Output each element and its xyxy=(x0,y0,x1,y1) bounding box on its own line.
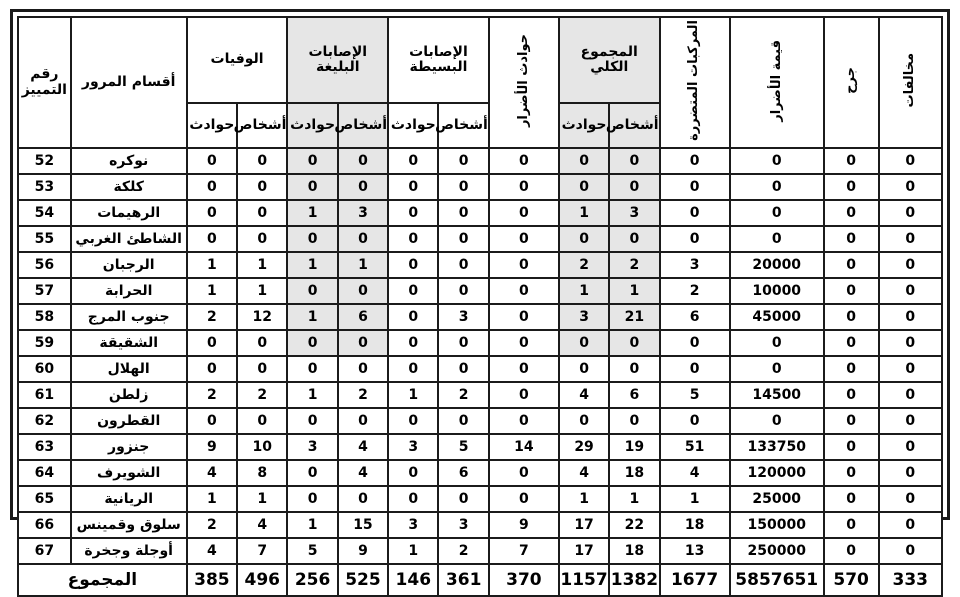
cell-minor-accidents: 1 xyxy=(388,382,438,408)
table-row xyxy=(18,330,942,356)
cell-deaths-persons: 0 xyxy=(237,200,287,226)
cell-region: كلكة xyxy=(71,174,187,200)
cell-minor-accidents: 1 xyxy=(388,538,438,564)
cell-deaths-accidents: 0 xyxy=(187,330,237,356)
cell-damage-value: 0 xyxy=(730,148,824,174)
cell-violations: 0 xyxy=(879,356,942,382)
cell-total-persons: 0 xyxy=(609,330,659,356)
total-label: المجموع xyxy=(18,564,187,596)
cell-violations: 0 xyxy=(879,382,942,408)
cell-minor-persons: 0 xyxy=(438,174,488,200)
cell-id: 59 xyxy=(18,330,71,356)
cell-damage-accidents: 0 xyxy=(489,174,559,200)
cell-id: 55 xyxy=(18,226,71,252)
cell-id: 61 xyxy=(18,382,71,408)
cell-vehicles: 0 xyxy=(660,226,730,252)
cell-damage-accidents: 0 xyxy=(489,356,559,382)
cell-damage-value: 120000 xyxy=(730,460,824,486)
cell-damage-accidents: 0 xyxy=(489,148,559,174)
cell-violations: 0 xyxy=(879,148,942,174)
cell-minor-accidents: 0 xyxy=(388,174,438,200)
cell-deaths-accidents: 9 xyxy=(187,434,237,460)
cell-total-accidents: 0 xyxy=(559,356,609,382)
cell-jarh: 0 xyxy=(824,278,879,304)
cell-minor-accidents: 0 xyxy=(388,356,438,382)
cell-damage-accidents: 0 xyxy=(489,486,559,512)
cell-total-accidents: 0 xyxy=(559,226,609,252)
cell-minor-accidents: 0 xyxy=(388,148,438,174)
cell-jarh: 0 xyxy=(824,304,879,330)
cell-total-accidents: 0 xyxy=(559,408,609,434)
cell-damage-accidents: 0 xyxy=(489,408,559,434)
cell-total-persons: 1 xyxy=(609,278,659,304)
table-row xyxy=(18,252,942,278)
cell-vehicles: 2 xyxy=(660,278,730,304)
cell-jarh: 0 xyxy=(824,460,879,486)
cell-deaths-accidents: 4 xyxy=(187,460,237,486)
table-row xyxy=(18,512,942,538)
traffic-accidents-table xyxy=(17,16,943,597)
cell-id: 52 xyxy=(18,148,71,174)
cell-minor-persons: 0 xyxy=(438,226,488,252)
cell-severe-accidents: 0 xyxy=(287,148,337,174)
cell-vehicles: 51 xyxy=(660,434,730,460)
cell-deaths-persons-total: 496 xyxy=(237,564,287,596)
cell-id: 53 xyxy=(18,174,71,200)
header-deaths-group: الوفيات xyxy=(187,17,288,103)
cell-total-accidents: 1 xyxy=(559,200,609,226)
cell-damage-accidents: 0 xyxy=(489,382,559,408)
cell-id: 58 xyxy=(18,304,71,330)
cell-jarh: 0 xyxy=(824,200,879,226)
table-row xyxy=(18,538,942,564)
cell-minor-persons: 0 xyxy=(438,200,488,226)
cell-deaths-accidents: 2 xyxy=(187,512,237,538)
cell-violations: 0 xyxy=(879,226,942,252)
cell-severe-accidents-total: 256 xyxy=(287,564,337,596)
table-row xyxy=(18,382,942,408)
subheader-minor-persons: أشخاص xyxy=(438,103,488,149)
cell-total-persons: 0 xyxy=(609,356,659,382)
cell-id: 64 xyxy=(18,460,71,486)
cell-minor-accidents: 3 xyxy=(388,434,438,460)
cell-total-accidents: 0 xyxy=(559,330,609,356)
cell-violations-total: 333 xyxy=(879,564,942,596)
table-row xyxy=(18,304,942,330)
cell-severe-persons: 0 xyxy=(338,356,388,382)
table-row xyxy=(18,226,942,252)
cell-vehicles: 18 xyxy=(660,512,730,538)
table-header xyxy=(18,17,942,148)
cell-violations: 0 xyxy=(879,538,942,564)
cell-jarh: 0 xyxy=(824,252,879,278)
cell-total-accidents: 2 xyxy=(559,252,609,278)
cell-severe-accidents: 0 xyxy=(287,226,337,252)
cell-total-persons: 21 xyxy=(609,304,659,330)
cell-deaths-accidents: 2 xyxy=(187,304,237,330)
subheader-minor-accidents: حوادث xyxy=(388,103,438,149)
subheader-deaths-persons: أشخاص xyxy=(237,103,287,149)
cell-total-persons: 19 xyxy=(609,434,659,460)
cell-minor-persons: 3 xyxy=(438,512,488,538)
cell-total-accidents: 1 xyxy=(559,486,609,512)
cell-id: 54 xyxy=(18,200,71,226)
cell-region: سلوق وقمينس xyxy=(71,512,187,538)
cell-deaths-accidents: 2 xyxy=(187,382,237,408)
cell-damage-accidents: 0 xyxy=(489,330,559,356)
cell-deaths-persons: 7 xyxy=(237,538,287,564)
cell-damage-value-total: 5857651 xyxy=(730,564,824,596)
cell-region: نوكره xyxy=(71,148,187,174)
cell-damage-value: 14500 xyxy=(730,382,824,408)
subheader-total-accidents: حوادث xyxy=(559,103,609,149)
cell-jarh: 0 xyxy=(824,148,879,174)
header-damage-accidents: حوادث الأضرار xyxy=(489,17,559,148)
cell-jarh: 0 xyxy=(824,356,879,382)
cell-violations: 0 xyxy=(879,460,942,486)
cell-region: أوجلة وجخرة xyxy=(71,538,187,564)
cell-vehicles: 0 xyxy=(660,356,730,382)
cell-jarh: 0 xyxy=(824,434,879,460)
cell-minor-accidents: 0 xyxy=(388,486,438,512)
header-damage-value: قيمة الأضرار xyxy=(730,17,824,148)
header-violations: مخالفات xyxy=(879,17,942,148)
table-row xyxy=(18,278,942,304)
cell-deaths-accidents: 0 xyxy=(187,174,237,200)
cell-deaths-persons: 0 xyxy=(237,356,287,382)
cell-deaths-persons: 1 xyxy=(237,252,287,278)
cell-vehicles: 1 xyxy=(660,486,730,512)
cell-deaths-accidents: 0 xyxy=(187,356,237,382)
cell-jarh: 0 xyxy=(824,330,879,356)
cell-vehicles: 6 xyxy=(660,304,730,330)
cell-vehicles: 3 xyxy=(660,252,730,278)
cell-minor-accidents: 0 xyxy=(388,226,438,252)
header-row-groups xyxy=(18,17,942,103)
cell-minor-persons: 2 xyxy=(438,382,488,408)
cell-total-accidents: 17 xyxy=(559,538,609,564)
cell-total-persons: 22 xyxy=(609,512,659,538)
cell-id: 66 xyxy=(18,512,71,538)
subheader-total-persons: أشخاص xyxy=(609,103,659,149)
cell-severe-persons: 0 xyxy=(338,408,388,434)
cell-region: الشقيقة xyxy=(71,330,187,356)
cell-deaths-persons: 0 xyxy=(237,226,287,252)
cell-total-persons: 0 xyxy=(609,174,659,200)
table-frame xyxy=(10,9,950,591)
cell-total-accidents: 0 xyxy=(559,148,609,174)
cell-deaths-accidents: 1 xyxy=(187,486,237,512)
cell-total-persons: 2 xyxy=(609,252,659,278)
cell-deaths-accidents: 0 xyxy=(187,200,237,226)
cell-total-accidents: 29 xyxy=(559,434,609,460)
cell-jarh: 0 xyxy=(824,174,879,200)
cell-total-accidents: 17 xyxy=(559,512,609,538)
cell-severe-accidents: 1 xyxy=(287,382,337,408)
header-region: أقسام المرور xyxy=(71,17,187,148)
cell-severe-persons: 1 xyxy=(338,252,388,278)
cell-damage-accidents: 0 xyxy=(489,460,559,486)
cell-severe-persons-total: 525 xyxy=(338,564,388,596)
table-row xyxy=(18,200,942,226)
cell-id: 56 xyxy=(18,252,71,278)
cell-minor-persons: 0 xyxy=(438,408,488,434)
cell-region: الرهيمات xyxy=(71,200,187,226)
cell-damage-accidents: 0 xyxy=(489,278,559,304)
cell-minor-persons: 6 xyxy=(438,460,488,486)
cell-damage-accidents: 14 xyxy=(489,434,559,460)
cell-region: الريانية xyxy=(71,486,187,512)
cell-deaths-accidents: 1 xyxy=(187,278,237,304)
cell-minor-persons: 0 xyxy=(438,252,488,278)
table-row xyxy=(18,174,942,200)
cell-deaths-persons: 0 xyxy=(237,408,287,434)
cell-severe-persons: 0 xyxy=(338,148,388,174)
cell-total-persons: 18 xyxy=(609,460,659,486)
cell-id: 63 xyxy=(18,434,71,460)
cell-violations: 0 xyxy=(879,174,942,200)
cell-id: 67 xyxy=(18,538,71,564)
cell-violations: 0 xyxy=(879,200,942,226)
cell-region: القطرون xyxy=(71,408,187,434)
cell-jarh: 0 xyxy=(824,226,879,252)
cell-deaths-persons: 10 xyxy=(237,434,287,460)
cell-region: الشويرف xyxy=(71,460,187,486)
cell-total-accidents-total: 1157 xyxy=(559,564,609,596)
cell-minor-accidents: 0 xyxy=(388,278,438,304)
cell-damage-accidents: 0 xyxy=(489,252,559,278)
cell-damage-accidents: 7 xyxy=(489,538,559,564)
cell-damage-value: 250000 xyxy=(730,538,824,564)
cell-deaths-persons: 2 xyxy=(237,382,287,408)
cell-severe-persons: 9 xyxy=(338,538,388,564)
cell-deaths-persons: 4 xyxy=(237,512,287,538)
cell-damage-value: 133750 xyxy=(730,434,824,460)
subheader-severe-persons: أشخاص xyxy=(338,103,388,149)
cell-jarh: 0 xyxy=(824,538,879,564)
table-row xyxy=(18,434,942,460)
cell-severe-persons: 0 xyxy=(338,174,388,200)
cell-severe-persons: 0 xyxy=(338,278,388,304)
cell-id: 57 xyxy=(18,278,71,304)
cell-region: الهلال xyxy=(71,356,187,382)
cell-vehicles: 0 xyxy=(660,148,730,174)
cell-minor-accidents: 0 xyxy=(388,252,438,278)
cell-deaths-accidents: 0 xyxy=(187,408,237,434)
cell-region: زلطن xyxy=(71,382,187,408)
cell-severe-persons: 6 xyxy=(338,304,388,330)
cell-deaths-accidents: 1 xyxy=(187,252,237,278)
cell-minor-persons: 3 xyxy=(438,304,488,330)
cell-jarh: 0 xyxy=(824,512,879,538)
cell-severe-persons: 15 xyxy=(338,512,388,538)
cell-minor-persons-total: 361 xyxy=(438,564,488,596)
cell-severe-accidents: 0 xyxy=(287,174,337,200)
cell-region: الرجبان xyxy=(71,252,187,278)
cell-vehicles: 5 xyxy=(660,382,730,408)
cell-minor-accidents: 0 xyxy=(388,330,438,356)
cell-severe-persons: 4 xyxy=(338,434,388,460)
cell-vehicles: 4 xyxy=(660,460,730,486)
cell-deaths-persons: 0 xyxy=(237,148,287,174)
cell-total-persons: 0 xyxy=(609,148,659,174)
cell-severe-accidents: 0 xyxy=(287,330,337,356)
cell-damage-value: 0 xyxy=(730,408,824,434)
cell-damage-value: 10000 xyxy=(730,278,824,304)
cell-total-accidents: 3 xyxy=(559,304,609,330)
cell-damage-value: 25000 xyxy=(730,486,824,512)
cell-severe-accidents: 3 xyxy=(287,434,337,460)
header-minor-group: الإصابات البسيطة xyxy=(388,17,489,103)
cell-jarh: 0 xyxy=(824,486,879,512)
cell-severe-accidents: 0 xyxy=(287,278,337,304)
cell-minor-persons: 0 xyxy=(438,148,488,174)
cell-minor-accidents-total: 146 xyxy=(388,564,438,596)
cell-severe-accidents: 1 xyxy=(287,200,337,226)
cell-total-accidents: 0 xyxy=(559,174,609,200)
cell-region: جنوب المرج xyxy=(71,304,187,330)
header-id: رقم التمييز xyxy=(18,17,71,148)
cell-vehicles-total: 1677 xyxy=(660,564,730,596)
cell-total-persons: 3 xyxy=(609,200,659,226)
table-row xyxy=(18,356,942,382)
cell-id: 65 xyxy=(18,486,71,512)
cell-severe-persons: 4 xyxy=(338,460,388,486)
table-body xyxy=(18,148,942,596)
cell-violations: 0 xyxy=(879,330,942,356)
cell-minor-accidents: 0 xyxy=(388,460,438,486)
table-row xyxy=(18,460,942,486)
cell-violations: 0 xyxy=(879,486,942,512)
cell-severe-accidents: 0 xyxy=(287,460,337,486)
table-row xyxy=(18,486,942,512)
cell-violations: 0 xyxy=(879,278,942,304)
table-row xyxy=(18,408,942,434)
cell-damage-accidents: 9 xyxy=(489,512,559,538)
cell-deaths-accidents: 0 xyxy=(187,226,237,252)
cell-deaths-accidents-total: 385 xyxy=(187,564,237,596)
cell-total-persons: 6 xyxy=(609,382,659,408)
cell-severe-persons: 3 xyxy=(338,200,388,226)
cell-jarh: 0 xyxy=(824,382,879,408)
cell-damage-value: 150000 xyxy=(730,512,824,538)
cell-damage-value: 0 xyxy=(730,200,824,226)
cell-severe-accidents: 0 xyxy=(287,356,337,382)
subheader-severe-accidents: حوادث xyxy=(287,103,337,149)
cell-damage-accidents: 0 xyxy=(489,226,559,252)
cell-jarh: 0 xyxy=(824,408,879,434)
cell-total-accidents: 4 xyxy=(559,460,609,486)
cell-jarh-total: 570 xyxy=(824,564,879,596)
cell-minor-persons: 0 xyxy=(438,330,488,356)
table-total-row xyxy=(18,564,942,596)
cell-damage-accidents-total: 370 xyxy=(489,564,559,596)
cell-damage-accidents: 0 xyxy=(489,200,559,226)
cell-severe-accidents: 5 xyxy=(287,538,337,564)
cell-total-accidents: 1 xyxy=(559,278,609,304)
cell-minor-persons: 0 xyxy=(438,356,488,382)
cell-damage-value: 0 xyxy=(730,330,824,356)
cell-minor-accidents: 0 xyxy=(388,200,438,226)
cell-vehicles: 13 xyxy=(660,538,730,564)
cell-vehicles: 0 xyxy=(660,200,730,226)
cell-damage-value: 20000 xyxy=(730,252,824,278)
cell-deaths-accidents: 0 xyxy=(187,148,237,174)
cell-violations: 0 xyxy=(879,408,942,434)
cell-minor-persons: 0 xyxy=(438,278,488,304)
cell-vehicles: 0 xyxy=(660,408,730,434)
cell-deaths-accidents: 4 xyxy=(187,538,237,564)
cell-vehicles: 0 xyxy=(660,330,730,356)
cell-total-persons: 18 xyxy=(609,538,659,564)
cell-minor-persons: 0 xyxy=(438,486,488,512)
cell-deaths-persons: 0 xyxy=(237,330,287,356)
cell-region: جنزور xyxy=(71,434,187,460)
cell-region: الحرابة xyxy=(71,278,187,304)
cell-total-persons: 1 xyxy=(609,486,659,512)
cell-deaths-persons: 12 xyxy=(237,304,287,330)
cell-damage-accidents: 0 xyxy=(489,304,559,330)
table-row xyxy=(18,148,942,174)
cell-damage-value: 0 xyxy=(730,356,824,382)
cell-deaths-persons: 0 xyxy=(237,174,287,200)
cell-violations: 0 xyxy=(879,252,942,278)
cell-minor-persons: 2 xyxy=(438,538,488,564)
header-total-group: المجموع الكلي xyxy=(559,17,660,103)
header-jarh: جرح xyxy=(824,17,879,148)
cell-severe-accidents: 0 xyxy=(287,408,337,434)
cell-total-persons: 0 xyxy=(609,226,659,252)
cell-violations: 0 xyxy=(879,304,942,330)
cell-violations: 0 xyxy=(879,512,942,538)
cell-id: 60 xyxy=(18,356,71,382)
subheader-deaths-accidents: حوادث xyxy=(187,103,237,149)
cell-minor-accidents: 3 xyxy=(388,512,438,538)
header-vehicles: المركبات المتضررة xyxy=(660,17,730,148)
cell-minor-accidents: 0 xyxy=(388,408,438,434)
cell-damage-value: 0 xyxy=(730,226,824,252)
cell-damage-value: 0 xyxy=(730,174,824,200)
cell-severe-accidents: 1 xyxy=(287,304,337,330)
cell-minor-accidents: 0 xyxy=(388,304,438,330)
cell-id: 62 xyxy=(18,408,71,434)
cell-severe-accidents: 1 xyxy=(287,252,337,278)
cell-severe-persons: 0 xyxy=(338,226,388,252)
cell-total-accidents: 4 xyxy=(559,382,609,408)
cell-severe-persons: 2 xyxy=(338,382,388,408)
cell-vehicles: 0 xyxy=(660,174,730,200)
cell-total-persons-total: 1382 xyxy=(609,564,659,596)
cell-severe-accidents: 1 xyxy=(287,512,337,538)
cell-severe-accidents: 0 xyxy=(287,486,337,512)
cell-minor-persons: 5 xyxy=(438,434,488,460)
cell-deaths-persons: 1 xyxy=(237,486,287,512)
cell-deaths-persons: 8 xyxy=(237,460,287,486)
cell-severe-persons: 0 xyxy=(338,486,388,512)
cell-violations: 0 xyxy=(879,434,942,460)
cell-total-persons: 0 xyxy=(609,408,659,434)
cell-deaths-persons: 1 xyxy=(237,278,287,304)
cell-region: الشاطئ الغربي xyxy=(71,226,187,252)
cell-severe-persons: 0 xyxy=(338,330,388,356)
header-severe-group: الإصابات البليغة xyxy=(287,17,388,103)
cell-damage-value: 45000 xyxy=(730,304,824,330)
